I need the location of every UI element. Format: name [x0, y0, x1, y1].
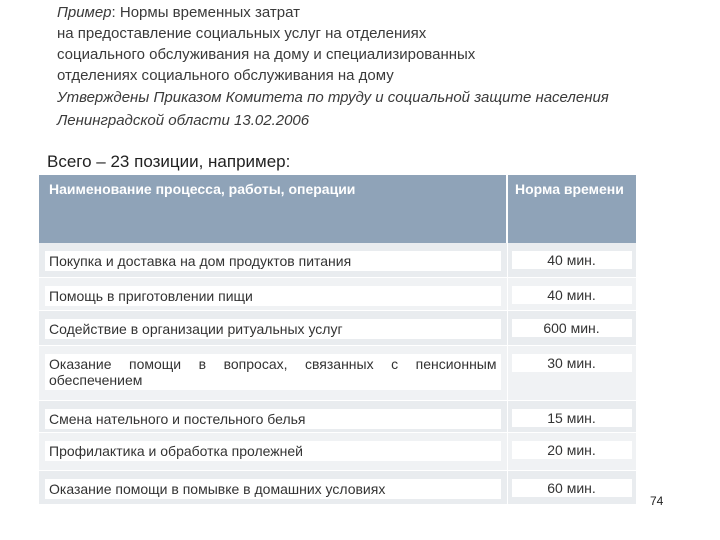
cell-process-name: Оказание помощи в вопросах, связанных с пенсионным обеспечением	[39, 345, 507, 400]
table-row	[39, 470, 636, 504]
cell-time-norm: 20 мин.	[507, 432, 636, 470]
header-approval-line: Утверждены Приказом Комитета по труду и социальной защите населения	[57, 89, 609, 106]
cell-time-norm: 15 мин.	[507, 400, 636, 432]
cell-process-name: Помощь в приготовлении пищи	[39, 277, 507, 310]
cell-process-name: Содействие в организации ритуальных услуг	[39, 310, 507, 345]
header-approval-date: Ленинградской области 13.02.2006	[57, 112, 310, 129]
cell-time-norm: 30 мин.	[507, 345, 636, 400]
cell-process-name: Покупка и доставка на дом продуктов питания	[39, 243, 507, 277]
header-line-3: социального обслуживания на дому и специализированных	[57, 46, 476, 63]
header-line-4: отделениях социального обслуживания на дому	[57, 67, 394, 84]
table-row	[39, 310, 636, 345]
header-line-2: на предоставление социальных услуг на отделениях	[57, 25, 427, 42]
table-row	[39, 243, 636, 277]
cell-time-norm: 40 мин.	[507, 243, 636, 277]
summary-text: Всего – 23 позиции, например:	[47, 152, 291, 171]
cell-process-name: Оказание помощи в помывке в домашних условиях	[39, 470, 507, 504]
cell-time-norm: 40 мин.	[507, 277, 636, 310]
table-row	[39, 400, 636, 432]
table-row	[39, 345, 636, 400]
table-header-row	[39, 175, 636, 243]
norms-table	[39, 175, 637, 505]
cell-process-name: Профилактика и обработка пролежней	[39, 432, 507, 470]
column-header-name: Наименование процесса, работы, операции	[39, 175, 507, 243]
column-header-time: Норма времени	[507, 175, 636, 243]
table-row	[39, 432, 636, 470]
cell-time-norm: 60 мин.	[507, 470, 636, 504]
table-row	[39, 277, 636, 310]
header-example-label: Пример	[57, 4, 112, 21]
header-title-line	[57, 2, 697, 23]
cell-time-norm: 600 мин.	[507, 310, 636, 345]
page-number: 74	[650, 494, 664, 508]
cell-process-name: Смена нательного и постельного белья	[39, 400, 507, 432]
document-header	[57, 2, 697, 131]
header-title: : Нормы временных затрат	[111, 4, 300, 21]
